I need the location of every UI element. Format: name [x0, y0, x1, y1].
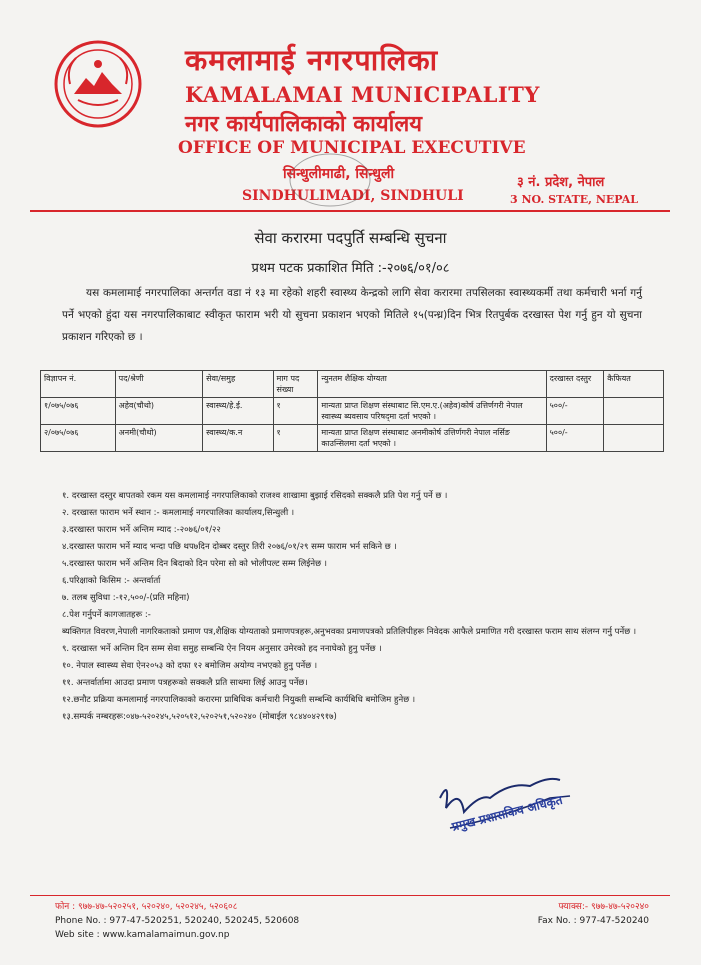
table-cell: ५००/-	[546, 425, 604, 452]
note-item: ९. दरखास्त भर्ने अन्तिम दिन सम्म सेवा समुह सम्बन्धि ऐन नियम अनुसार उमेरको हद ननाघेको हुनु पर्नेछ ।	[62, 644, 382, 654]
table-cell	[604, 425, 664, 452]
table-cell: स्वास्थ्य/क.न	[203, 425, 273, 452]
footer-divider	[30, 895, 670, 896]
municipality-emblem-icon	[52, 38, 144, 130]
table-cell: १/०७५/०७६	[41, 398, 116, 425]
note-item: १०. नेपाल स्वास्थ्य सेवा ऐन२०५३ को दफा १२ बमोजिम अयोग्य नभएको हुनु पर्नेछ ।	[62, 661, 318, 671]
note-item: १२.छनौट प्रक्रिया कमलामाई नगरपालिकाको करारमा प्राबिधिक कर्मचारी नियुक्ती सम्बन्धि कार्यबिधि बमोजिम हुनेछ ।	[62, 695, 416, 705]
footer-fax-np: फ्याक्स:- ९७७-४७-५२०२४०	[558, 902, 649, 912]
note-item: ४.दरखास्त फाराम भर्ने म्याद भन्दा पछि थप७दिन दोब्बर दस्तुर तिरी २०७६/०१/२९ सम्म फाराम भर्न सकिने छ ।	[62, 542, 397, 552]
note-item: ७. तलब सुविधा :-१२,५००/-(प्रति महिना)	[62, 593, 190, 603]
notice-intro: यस कमलामाई नगरपालिका अन्तर्गत वडा नं १३ मा रहेको शहरी स्वास्थ्य केन्द्रको लागि सेवा करारमा तपसिलका स्वास्थ्यकर्मी तथा कर्मचारी भर्ना गर्नु पर्ने भएको हुंदा यस नगरपालिकाबाट स्वीकृत फाराम भरी यो सुचना प्रकाशन भएको मितिले १५(पन्ध्र)दिन भित्र रितपुर्बक दरखास्त पेश गर्नु हुन यो सुचना प्रकाशन गरिएको छ ।	[62, 287, 642, 343]
table-header-row	[41, 371, 664, 398]
table-cell: मान्यता प्राप्त शिक्षण संस्थाबाट सि.एम.ए.(अहेव)कोर्ष उत्तिर्णगरी नेपाल स्वास्थ्य ब्यवसाय परिषद्‌मा दर्ता भएको ।	[318, 398, 546, 425]
footer-contact	[55, 900, 299, 942]
municipality-name-np: कमलामाई नगरपालिका	[185, 43, 439, 77]
note-item: ३.दरखास्त फाराम भर्ने अन्तिम म्याद :-२०७६/०१/२२	[62, 525, 221, 535]
notice-subtitle: प्रथम पटक प्रकाशित मिति :-२०७६/०१/०८	[251, 261, 450, 276]
notes-list	[62, 489, 652, 727]
table-cell	[604, 398, 664, 425]
note-item: ५.दरखास्त फाराम भर्ने अन्तिम दिन बिदाको दिन परेमा सो को भोलीपल्ट सम्म लिईनेछ ।	[62, 559, 327, 569]
notice-title: सेवा करारमा पदपुर्ति सम्बन्धि सुचना	[254, 229, 447, 247]
table-header-cell: सेवा/समुह	[203, 371, 273, 398]
table-header-cell: न्युनतम शैक्षिक योग्यता	[318, 371, 546, 398]
note-item: ८.पेश गर्नुपर्ने कागजातहरू :-	[62, 610, 151, 620]
note-item: २. दरखास्त फाराम भर्ने स्थान :- कमलामाई नगरपालिका कार्यालय,सिन्धुली ।	[62, 508, 295, 518]
table-header-cell: कैफियत	[604, 371, 664, 398]
state-np: ३ नं. प्रदेश, नेपाल	[517, 175, 605, 190]
note-item: ब्यक्तिगत विवरण,नेपाली नागरिकताको प्रमाण पत्र,शैक्षिक योग्यताको प्रमाणपत्रहरू,अनुभवका प्रमाणपत्रको प्रतिलिपीहरू निवेदक आफैले प्रमाणित गरी दरखास्त फराम साथ संलग्न गर्नु पर्नेछ ।	[62, 627, 637, 637]
table-cell: अनमी(चौथो)	[115, 425, 202, 452]
note-item: १३.सम्पर्क नम्बरहरू:०४७-५२०२४५,५२०५१२,५२०२५१,५२०२४० (मोबाईल ९८४४०४२९१७)	[62, 712, 337, 722]
footer-fax-en: Fax No. : 977-47-520240	[537, 916, 649, 926]
table-header-cell: पद/श्रेणी	[115, 371, 202, 398]
table-header-cell: दरखास्त दस्तुर	[546, 371, 604, 398]
place-np: सिन्धुलीमाढी, सिन्धुली	[283, 166, 395, 182]
footer-phone-en: Phone No. : 977-47-520251, 520240, 520245, 520608	[55, 916, 300, 926]
table-header-cell: विज्ञापन नं.	[41, 371, 116, 398]
footer-fax	[538, 900, 649, 928]
state-en: 3 NO. STATE, NEPAL	[510, 193, 639, 206]
round-stamp-icon	[285, 150, 375, 210]
office-name-np: नगर कार्यपालिकाको कार्यालय	[185, 112, 422, 137]
footer-website[interactable]: Web site : www.kamalamaimun.gov.np	[55, 930, 230, 940]
table-cell: १	[273, 398, 318, 425]
table-cell: ५००/-	[546, 398, 604, 425]
office-name-en: OFFICE OF MUNICIPAL EXECUTIVE	[178, 138, 526, 158]
note-item: १. दरखास्त दस्तुर बापतको रकम यस कमलामाई नगरपालिकाको राजश्व शाखामा बुझाई रसिदको सक्कलै प्रति पेश गर्नु पर्ने छ ।	[62, 491, 448, 501]
note-item: ६.परिक्षाको किसिम :- अन्तर्वार्ता	[62, 576, 161, 586]
note-item: ११. अन्तर्वार्तामा आउदा प्रमाण पत्रहरूको सक्कलै प्रति साथमा लिई आउनु पर्नेछ।	[62, 678, 308, 688]
officer-seal: प्रमुख प्रशासकिय अधिकृत	[450, 792, 564, 834]
footer-phone-np: फोन : ९७७-४७-५२०२५१, ५२०२४०, ५२०२४५, ५२०६०८	[55, 902, 238, 912]
table-cell: १	[273, 425, 318, 452]
table-cell: अहेव(चौथो)	[115, 398, 202, 425]
vacancy-table	[40, 370, 664, 452]
table-row	[41, 425, 664, 452]
header-divider	[30, 210, 670, 212]
table-header-cell: माग पद संख्या	[273, 371, 318, 398]
municipality-name-en: KAMALAMAI MUNICIPALITY	[185, 82, 540, 107]
table-cell: २/०७५/०७६	[41, 425, 116, 452]
table-row	[41, 398, 664, 425]
table-cell: मान्यता प्राप्त शिक्षण संस्थाबाट अनमीकोर्ष उत्तिर्णगरी नेपाल नर्सिङ काउन्सिलमा दर्ता भएको ।	[318, 425, 546, 452]
table-cell: स्वास्थ्य/हे.ई.	[203, 398, 273, 425]
place-en: SINDHULIMADI, SINDHULI	[242, 188, 464, 204]
